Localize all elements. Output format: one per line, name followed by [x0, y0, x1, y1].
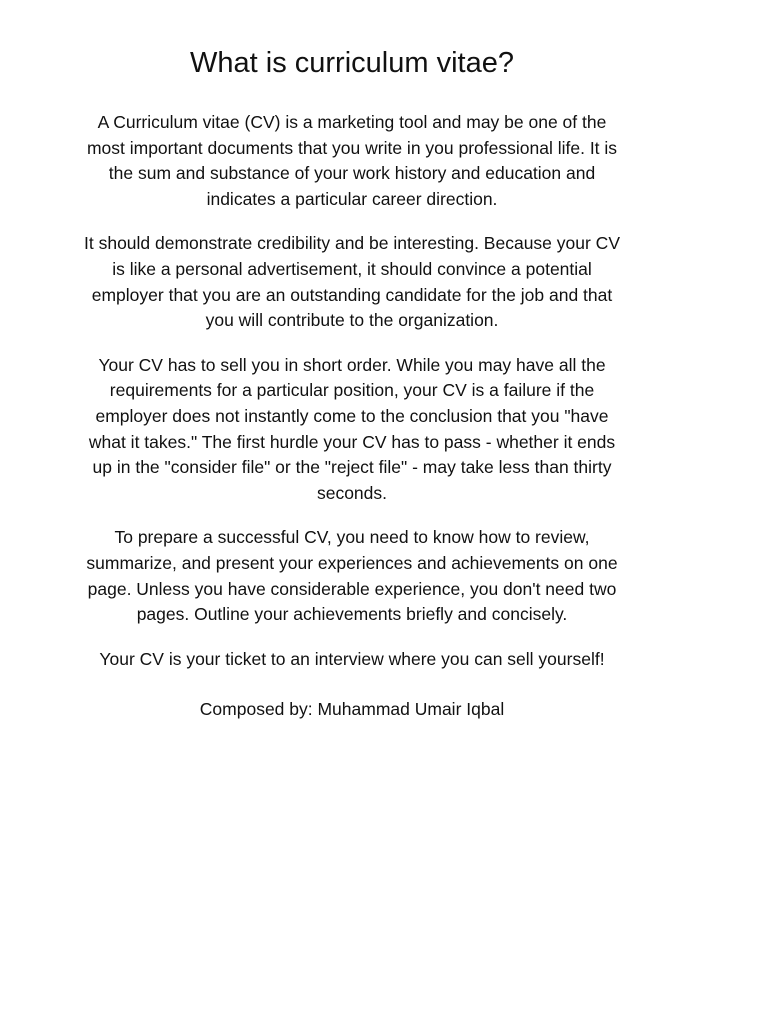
paragraph-preparation: To prepare a successful CV, you need to know how to review, summarize, and present your experiences and achievements on one page. Unless you have considerable experience, you don't need two pages. Outline your achievements briefly and concisely. [86, 527, 618, 625]
page-title: What is curriculum vitae? [190, 47, 514, 79]
paragraph-ticket: Your CV is your ticket to an interview where you can sell yourself! [99, 648, 605, 669]
author-credit: Composed by: Muhammad Umair Iqbal [199, 699, 505, 720]
paragraph-sell-yourself: Your CV has to sell you in short order. While you may have all the requirements for a particular position, your CV is a failure if the employer does not instantly come to the conclusion that you "have what it takes." The first hurdle your CV has to pass - whether it ends up in the "consider file" or the "reject file" - may take less than thirty seconds. [88, 354, 616, 503]
paragraph-credibility: It should demonstrate credibility and be interesting. Because your CV is like a personal advertisement, it should convince a potential employer that you are an outstanding candidate for the job and that you will contribute to the organization. [84, 233, 620, 331]
document-page [80, 44, 624, 742]
paragraph-definition: A Curriculum vitae (CV) is a marketing tool and may be one of the most important documents that you write in you professional life. It is the sum and substance of your work history and education and indicates a particular career direction. [86, 112, 618, 209]
